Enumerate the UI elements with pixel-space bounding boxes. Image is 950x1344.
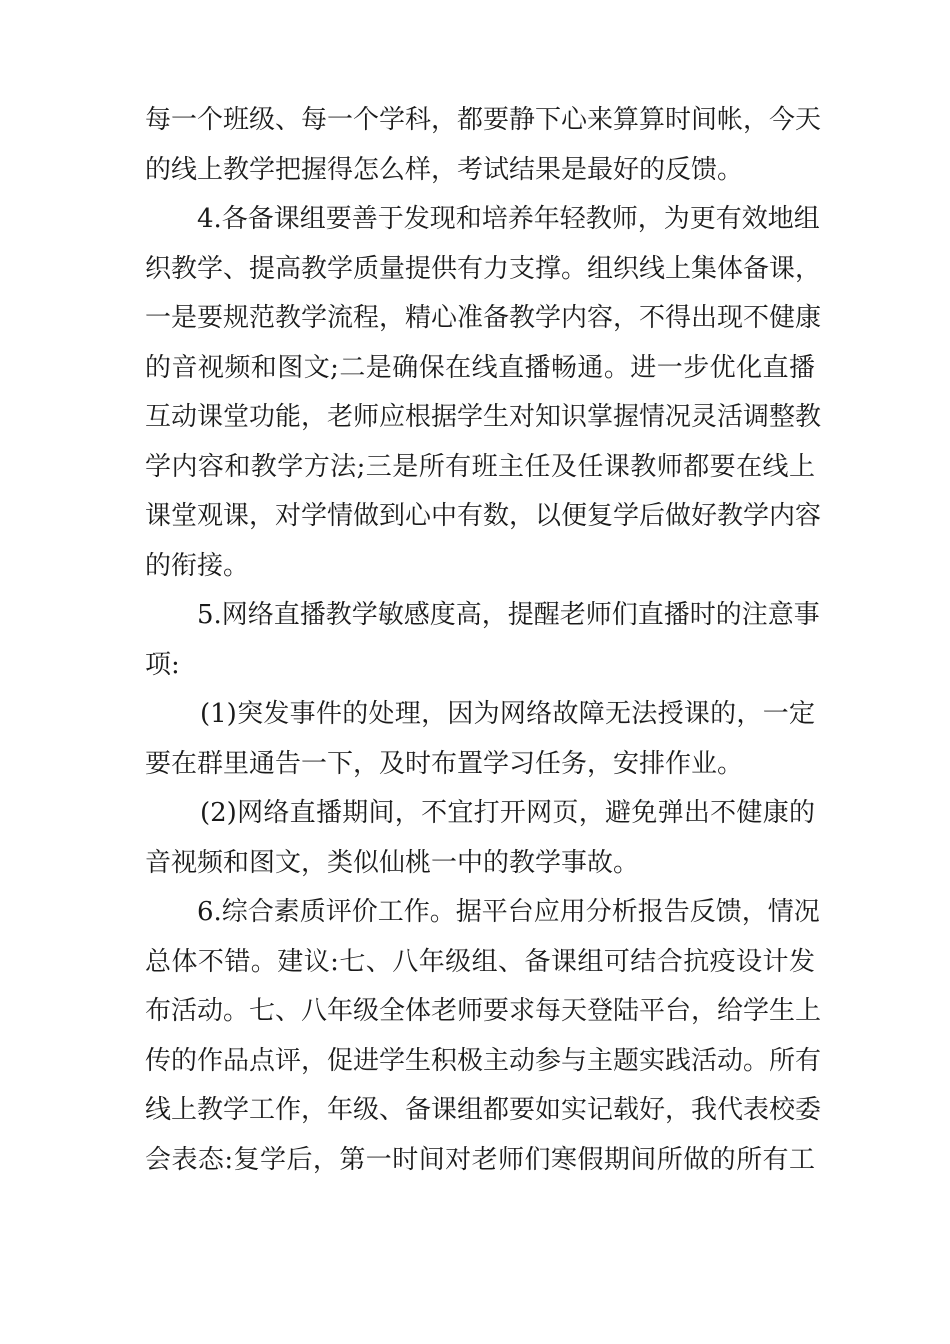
text-line: 总体不错。建议:七、八年级组、备课组可结合抗疫设计发 bbox=[145, 947, 815, 977]
paragraph-start-line: 4.各备课组要善于发现和培养年轻教师，为更有效地组 bbox=[197, 204, 820, 234]
paragraph-start-line: 5.网络直播教学敏感度高，提醒老师们直播时的注意事 bbox=[197, 600, 820, 630]
text-line: 的线上教学把握得怎么样，考试结果是最好的反馈。 bbox=[145, 155, 744, 185]
text-line: 传的作品点评，促进学生积极主动参与主题实践活动。所有 bbox=[145, 1046, 822, 1076]
text-line: 项: bbox=[145, 650, 180, 680]
text-line: 课堂观课，对学情做到心中有数，以便复学后做好教学内容 bbox=[145, 501, 822, 531]
text-line: 会表态:复学后，第一时间对老师们寒假期间所做的所有工 bbox=[145, 1145, 815, 1175]
text-line: 学内容和教学方法;三是所有班主任及任课教师都要在线上 bbox=[145, 452, 815, 482]
text-line: 一是要规范教学流程，精心准备教学内容，不得出现不健康 bbox=[145, 303, 822, 333]
text-line: 的衔接。 bbox=[145, 551, 250, 581]
text-line: 织教学、提高教学质量提供有力支撑。组织线上集体备课， bbox=[145, 254, 822, 284]
text-line: 布活动。七、八年级全体老师要求每天登陆平台，给学生上 bbox=[145, 996, 822, 1026]
text-line: 互动课堂功能，老师应根据学生对知识掌握情况灵活调整教 bbox=[145, 402, 822, 432]
text-line: 音视频和图文，类似仙桃一中的教学事故。 bbox=[145, 848, 640, 878]
text-line: 要在群里通告一下，及时布置学习任务，安排作业。 bbox=[145, 749, 744, 779]
text-line: 的音视频和图文;二是确保在线直播畅通。进一步优化直播 bbox=[145, 353, 815, 383]
paragraph-start-line: 6.综合素质评价工作。据平台应用分析报告反馈，情况 bbox=[197, 897, 820, 927]
text-line: 线上教学工作，年级、备课组都要如实记载好，我代表校委 bbox=[145, 1095, 822, 1125]
list-item-start-line: (2)网络直播期间，不宜打开网页，避免弹出不健康的 bbox=[200, 798, 815, 828]
text-line: 每一个班级、每一个学科，都要静下心来算算时间帐，今天 bbox=[145, 105, 822, 135]
list-item-start-line: (1)突发事件的处理，因为网络故障无法授课的，一定 bbox=[200, 699, 815, 729]
